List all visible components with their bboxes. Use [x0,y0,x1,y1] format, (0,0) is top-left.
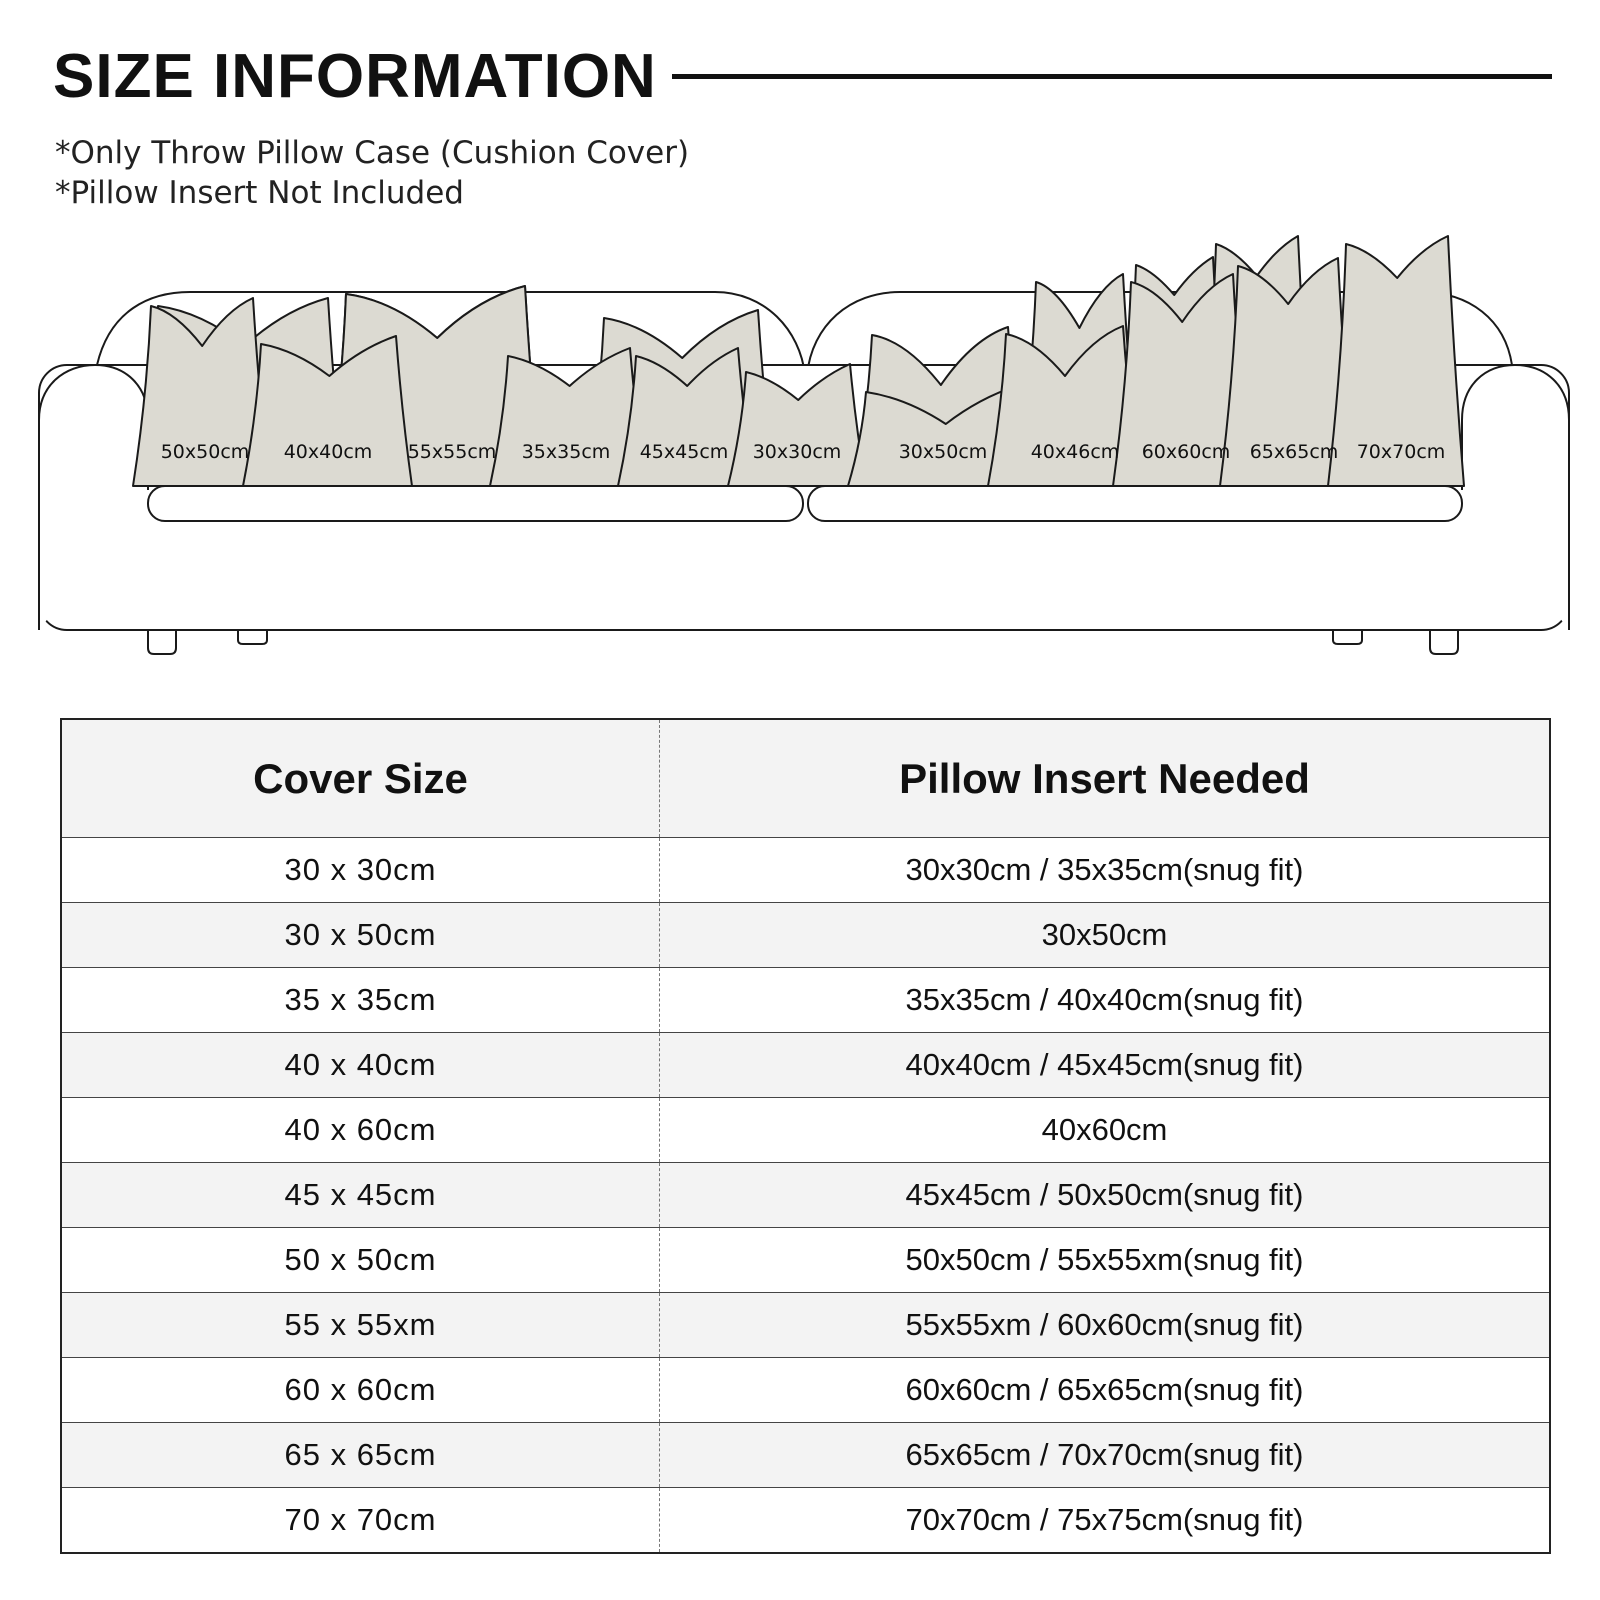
sofa-illustration [0,230,1600,660]
table-row [61,1163,1550,1228]
pillow-size-label: 45x45cm [639,441,729,463]
pillow-size-label: 70x70cm [1356,441,1446,463]
cover-size-cell: 70 x 70cm [61,1488,660,1554]
note-cover-only: *Only Throw Pillow Case (Cushion Cover) [55,135,690,171]
pillow-size-label: 60x60cm [1141,441,1231,463]
column-header-cover-size: Cover Size [61,719,660,838]
insert-needed-cell: 55x55xm / 60x60cm(snug fit) [660,1293,1551,1358]
sofa-leg [1430,631,1458,654]
insert-needed-cell: 50x50cm / 55x55xm(snug fit) [660,1228,1551,1293]
table-row [61,968,1550,1033]
table-row [61,1293,1550,1358]
insert-needed-cell: 65x65cm / 70x70cm(snug fit) [660,1423,1551,1488]
cover-size-cell: 65 x 65cm [61,1423,660,1488]
cover-size-cell: 40 x 40cm [61,1033,660,1098]
title-divider [672,74,1552,79]
table-row [61,1228,1550,1293]
table-row [61,1098,1550,1163]
table-header-row [61,719,1550,838]
size-table [60,718,1551,1554]
table-row [61,1488,1550,1554]
table-row [61,903,1550,968]
note-insert-not-included: *Pillow Insert Not Included [55,175,464,211]
cover-size-cell: 30 x 30cm [61,838,660,903]
page-title: SIZE INFORMATION [53,42,657,111]
cover-size-cell: 35 x 35cm [61,968,660,1033]
insert-needed-cell: 60x60cm / 65x65cm(snug fit) [660,1358,1551,1423]
cover-size-cell: 55 x 55xm [61,1293,660,1358]
pillow-size-label: 30x50cm [898,441,988,463]
pillow-size-label: 40x40cm [283,441,373,463]
seat-cushion-right [808,486,1462,521]
column-header-insert-needed: Pillow Insert Needed [660,719,1551,838]
table-row [61,1358,1550,1423]
sofa-leg [148,631,176,654]
insert-needed-cell: 40x40cm / 45x45cm(snug fit) [660,1033,1551,1098]
table-row [61,838,1550,903]
table-row [61,1423,1550,1488]
pillow-size-label: 35x35cm [521,441,611,463]
pillow-size-label: 40x46cm [1030,441,1120,463]
pillow-size-label: 65x65cm [1249,441,1339,463]
insert-needed-cell: 70x70cm / 75x75cm(snug fit) [905,1502,1304,1537]
cover-size-cell: 30 x 50cm [61,903,660,968]
insert-needed-cell: 40x60cm [660,1098,1551,1163]
pillow-size-label: 50x50cm [160,441,250,463]
table-row [61,1033,1550,1098]
cover-size-cell: 45 x 45cm [61,1163,660,1228]
seat-cushion-left [148,486,803,521]
insert-needed-cell: 45x45cm / 50x50cm(snug fit) [660,1163,1551,1228]
cover-size-cell: 60 x 60cm [61,1358,660,1423]
sofa-leg [1333,631,1362,644]
pillow-size-label: 30x30cm [752,441,842,463]
insert-needed-cell: 30x50cm [660,903,1551,968]
insert-needed-cell: 30x30cm / 35x35cm(snug fit) [660,838,1551,903]
pillow-size-label: 55x55cm [407,441,497,463]
insert-needed-cell: 35x35cm / 40x40cm(snug fit) [660,968,1551,1033]
cover-size-cell: 40 x 60cm [61,1098,660,1163]
sofa-leg [238,631,267,644]
cover-size-cell: 50 x 50cm [61,1228,660,1293]
